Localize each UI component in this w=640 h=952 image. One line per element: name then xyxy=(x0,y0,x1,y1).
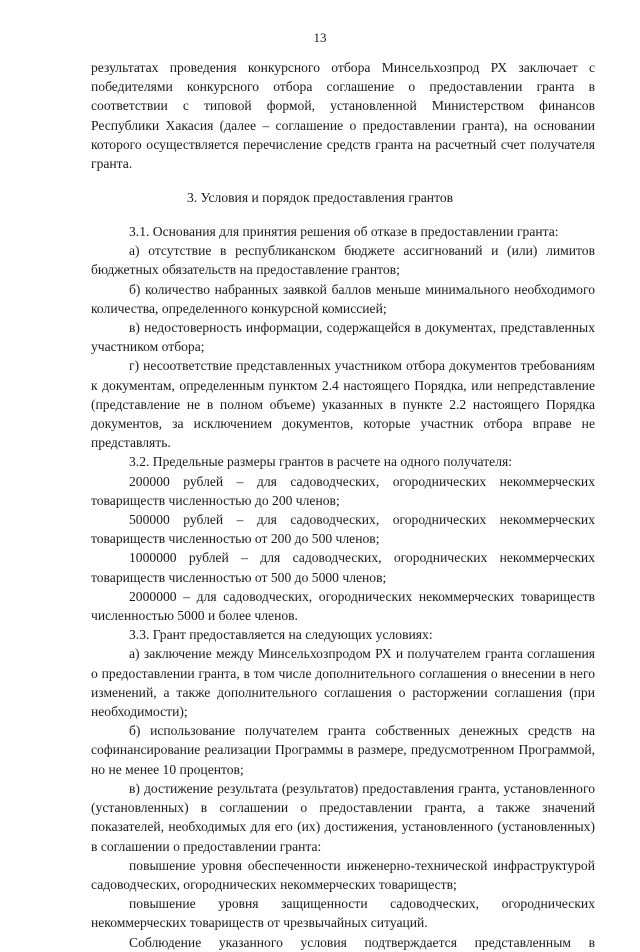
s31-item-g: г) несоответствие представленных участником отбора документов требованиям к документам, определенным пунктом 2.4 настоящего Порядка, или непредставление (представление не в полном объеме) указанных в пункте 2.2 настоящего Порядка документов, за исключением документов, которые участник отбора вправе не представлять. xyxy=(91,358,595,451)
s32-item-1: 200000 рублей – для садоводческих, огороднических некоммерческих товариществ численностью до 200 членов; xyxy=(91,473,595,508)
s31-title: 3.1. Основания для принятия решения об отказе в предоставлении гранта: xyxy=(129,224,559,239)
s31-item-a: а) отсутствие в республиканском бюджете ассигнований и (или) лимитов бюджетных обязательств на предоставление грантов; xyxy=(91,243,595,278)
s32-item-2: 500000 рублей – для садоводческих, огороднических некоммерческих товариществ численностью от 200 до 500 членов; xyxy=(91,512,595,547)
section-body xyxy=(91,222,595,952)
s33-title: 3.3. Грант предоставляется на следующих условиях: xyxy=(129,627,433,643)
s32-title: 3.2. Предельные размеры грантов в расчете на одного получателя: xyxy=(129,454,513,470)
s33-item-v: в) достижение результата (результатов) предоставления гранта, установленного (установленных) в соглашении о предоставлении гранта, а также значений показателей, необходимых для его (их) достижения, установленного (установленных) в соглашении о предоставлении гранта: xyxy=(91,780,595,854)
s32-item-3: 1000000 рублей – для садоводческих, огороднических некоммерческих товариществ численностью от 500 до 5000 членов; xyxy=(91,550,595,585)
intro-paragraph-block xyxy=(91,58,595,173)
section-heading: 3. Условия и порядок предоставления грантов xyxy=(186,190,454,205)
page-number: 13 xyxy=(313,30,327,45)
s33-item-b: б) использование получателем гранта собственных денежных средств на софинансирование реализации Программы в размере, предусмотренном Программой, но не менее 10 процентов; xyxy=(91,723,595,777)
s31-item-b: б) количество набранных заявкой баллов меньше минимального необходимого количества, определенного конкурсной комиссией; xyxy=(91,281,595,316)
intro-paragraph: результатах проведения конкурсного отбора Минсельхозпрод РХ заключает с победителями конкурсного отбора соглашение о предоставлении гранта в соответствии с типовой формой, установленной Министерством финансов Республики Хакасия (далее – соглашение о предоставлении гранта), на основании которого осуществляется перечисление средств гранта на расчетный счет получателя гранта. xyxy=(91,60,595,172)
s33-item-v-indicator-2: повышение уровня защищенности садоводческих, огороднических некоммерческих товариществ от чрезвычайных ситуаций. xyxy=(91,896,595,931)
s33-item-a: а) заключение между Минсельхозпродом РХ и получателем гранта соглашения о предоставлении гранта, в том числе дополнительного соглашения о внесении в него изменений, а также дополнительного соглашения о расторжении соглашения (при необходимости); xyxy=(91,646,595,720)
s31-item-v: в) недостоверность информации, содержащейся в документах, представленных участником отбора; xyxy=(91,320,595,355)
s32-item-4: 2000000 – для садоводческих, огороднических некоммерческих товариществ численностью 5000 и более членов. xyxy=(91,588,595,624)
s33-compliance-line: Соблюдение указанного условия подтверждается представленным в xyxy=(129,934,595,950)
s33-item-v-indicator-1: повышение уровня обеспеченности инженерно-технической инфраструктурой садоводческих, огороднических некоммерческих товариществ; xyxy=(91,857,595,892)
